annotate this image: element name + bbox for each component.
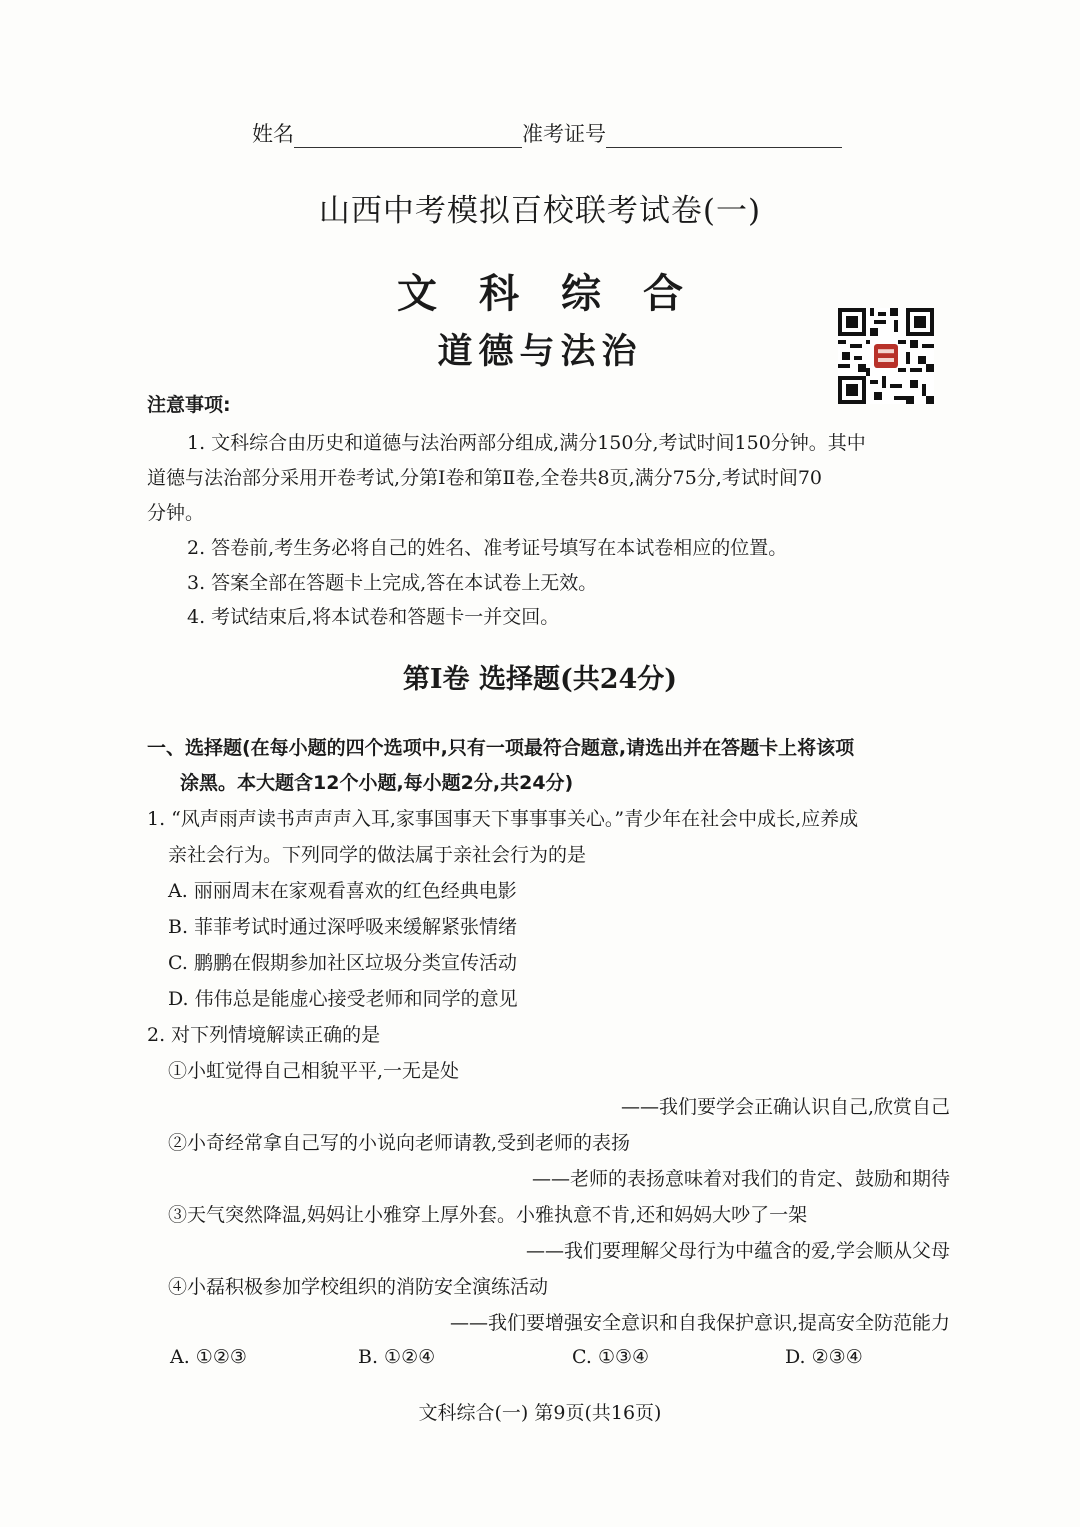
notice-item-2: 2. 答卷前,考生务必将自己的姓名、准考证号填写在本试卷相应的位置。 [187,537,788,559]
question-2-reading-1: ——我们要学会正确认识自己,欣赏自己 [620,1096,950,1118]
question-1-stem-line-2: 亲社会行为。下列同学的做法属于亲社会行为的是 [168,844,587,866]
name-blank [294,125,522,148]
question-1-option-c: C. 鹏鹏在假期参加社区垃圾分类宣传活动 [168,952,517,974]
exam-title: 山西中考模拟百校联考试卷(一) [318,193,762,229]
notice-item-1-line-1: 1. 文科综合由历史和道德与法治两部分组成,满分150分,考试时间150分钟。其中 [187,432,866,454]
instructions-line-1: 一、选择题(在每小题的四个选项中,只有一项最符合题意,请选出并在答题卡上将该项 [147,737,855,759]
question-2-option-a: A. ①②③ [170,1346,247,1368]
question-1-option-a: A. 丽丽周末在家观看喜欢的红色经典电影 [168,880,517,902]
question-2-scenario-3: ③天气突然降温,妈妈让小雅穿上厚外套。小雅执意不肯,还和妈妈大吵了一架 [168,1204,808,1226]
notice-heading: 注意事项: [147,394,231,416]
notice-item-1-line-3: 分钟。 [147,502,205,524]
question-2-option-c: C. ①③④ [572,1346,650,1368]
question-2-stem: 2. 对下列情境解读正确的是 [147,1024,381,1046]
candidate-info-line [252,118,842,148]
part-title: 道德与法治 [437,332,643,372]
question-2-reading-4: ——我们要增强安全意识和自我保护意识,提高安全防范能力 [449,1312,950,1334]
question-2-scenario-1: ①小虹觉得自己相貌平平,一无是处 [168,1060,460,1082]
question-1-option-b: B. 菲菲考试时通过深呼吸来缓解紧张情绪 [168,916,518,938]
notice-item-4: 4. 考试结束后,将本试卷和答题卡一并交回。 [187,606,560,628]
page-footer: 文科综合(一) 第9页(共16页) [418,1402,662,1424]
question-2-scenario-2: ②小奇经常拿自己写的小说向老师请教,受到老师的表扬 [168,1132,631,1154]
exam-number-blank [606,125,842,148]
question-2-option-b: B. ①②④ [358,1346,436,1368]
notice-item-3: 3. 答案全部在答题卡上完成,答在本试卷上无效。 [187,572,598,594]
question-2-reading-2: ——老师的表扬意味着对我们的肯定、鼓励和期待 [531,1168,950,1190]
section-title: 第Ⅰ卷 选择题(共24分) [402,664,678,695]
exam-number-label: 准考证号 [522,122,606,146]
instructions-line-2: 涂黑。本大题含12个小题,每小题2分,共24分) [180,772,574,794]
notice-item-1-line-2: 道德与法治部分采用开卷考试,分第Ⅰ卷和第Ⅱ卷,全卷共8页,满分75分,考试时间70 [147,467,823,489]
qr-code-icon [838,308,934,404]
question-1-option-d: D. 伟伟总是能虚心接受老师和同学的意见 [168,988,518,1010]
name-label: 姓名 [252,122,294,146]
question-2-option-d: D. ②③④ [785,1346,863,1368]
question-2-scenario-4: ④小磊积极参加学校组织的消防安全演练活动 [168,1276,549,1298]
subject-title: 文科综合 [397,271,725,317]
question-2-reading-3: ——我们要理解父母行为中蕴含的爱,学会顺从父母 [525,1240,950,1262]
question-1-stem-line-1: 1. “风声雨声读书声声声入耳,家事国事天下事事事关心。”青少年在社会中成长,应养成 [147,808,859,830]
